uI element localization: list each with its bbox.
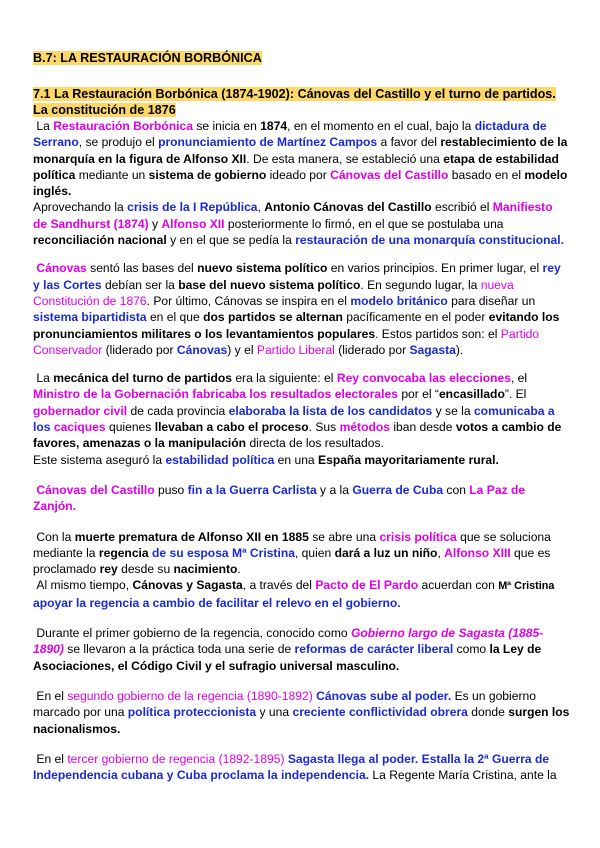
paragraph-sistema: Cánovas sentó las bases del nuevo sistema político en varios principios. En primer lugar, el rey y las Cortes debían ser la base del nuevo sistema político. En segundo lugar, la nueva Constitución de 1876. Por último, Cánovas se inspira en el modelo británico para diseñar un sistema bipartidista en el que dos partidos se alternan pacíficamente en el poder evitando los pronunciamientos militares o los levantamientos populares. Estos partidos son: el Partido Conservador (liderado por Cánovas) y el Partido Liberal (liderado por Sagasta). [33, 261, 561, 357]
document-title: B.7: LA RESTAURACIÓN BORBÓNICA [33, 51, 262, 65]
paragraph-tercer-gobierno: En el tercer gobierno de regencia (1892-1895) Sagasta llega al poder. Estalla la 2ª Guerra de Independencia cubana y Cuba proclama la independencia. La Regente María Cristina, ante la [33, 751, 557, 783]
paragraph-regencia: Con la muerte prematura de Alfonso XII en 1885 se abre una crisis política que se soluciona mediante la regencia de su esposa Mª Cristina, quien dará a luz un niño, Alfonso XIII que es proclamado rey desde su nacimiento. [33, 529, 551, 577]
paragraph-segundo-gobierno: En el segundo gobierno de la regencia (1890-1892) Cánovas sube al poder. Es un gobierno marcado por una política proteccionista y una creciente conflictividad obrera donde surgen los nacionalismos. [33, 688, 570, 736]
paragraph-gobierno-largo: Durante el primer gobierno de la regencia, conocido como Gobierno largo de Sagasta (1885-1890) se llevaron a la práctica toda una serie de reformas de carácter liberal como la Ley de Asociaciones, el Código Civil y el sufragio universal masculino. [33, 626, 544, 673]
paragraph-restauracion: La Restauración Borbónica se inicia en 1874, en el momento en el cual, bajo la dictadura de Serrano, se produjo el pronunciamiento de Martínez Campos a favor del restablecimiento de la monarquía en la figura de Alfonso XII. De esta manera, se estableció una etapa de estabilidad política mediante un sistema de gobierno ideado por Cánovas del Castillo basado en el modelo inglés. [33, 119, 568, 199]
paragraph-estabilidad: Este sistema aseguró la estabilidad política en una España mayoritariamente rural. [33, 452, 499, 467]
paragraph-turno: La mecánica del turno de partidos era la siguiente: el Rey convocaba las elecciones, el Ministro de la Gobernación fabricaba los resultados electorales por el “encasillado”. El gobernador civil de cada provincia elaboraba la lista de los candidatos y se la comunicaba a los caciques quienes llevaban a cabo el proceso. Sus métodos iban desde votos a cambio de favores, amenazas o la manipulación directa de los resultados. [33, 371, 562, 451]
paragraph-carlista: Cánovas del Castillo puso fin a la Guerra Carlista y a la Guerra de Cuba con La Paz de Zanjón. [33, 482, 526, 514]
section-heading: 7.1 La Restauración Borbónica (1874-1902): Cánovas del Castillo y el turno de partidos. La constitución de 1876 [33, 87, 556, 117]
paragraph-pardo: Al mismo tiempo, Cánovas y Sagasta, a través del Pacto de El Pardo acuerdan con Mª Cristina apoyar la regencia a cambio de facilitar el relevo en el gobierno. [33, 578, 555, 610]
paragraph-sandhurst: Aprovechando la crisis de la I República, Antonio Cánovas del Castillo escribió el Manifiesto de Sandhurst (1874) y Alfonso XII posteriormente lo firmó, en el que se postulaba una reconciliación nacional y en el que se pedía la restauración de una monarquía constitucional. [33, 200, 564, 248]
